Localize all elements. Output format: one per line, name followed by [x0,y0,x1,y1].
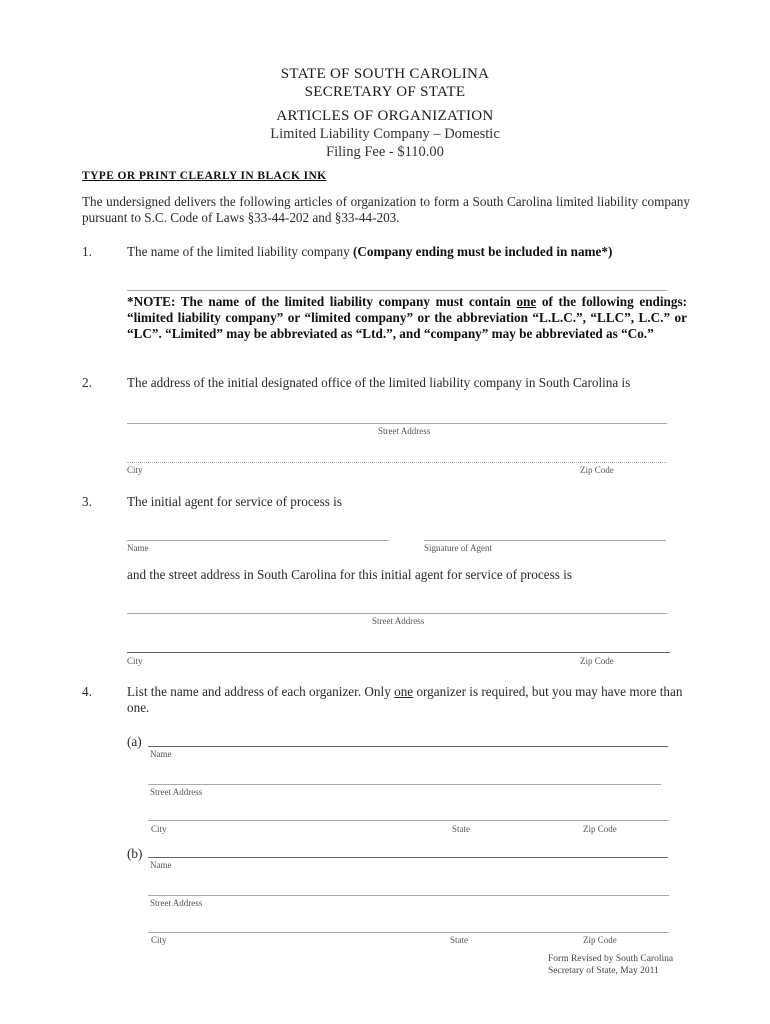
organizer-a-marker: (a) [127,734,142,749]
organizer-a-name-field[interactable] [148,746,668,747]
item-1-number: 1. [82,244,92,259]
filing-fee: Filing Fee - $110.00 [326,144,444,160]
item-4-part2: organizer is required, but you may have more than one. [127,684,683,715]
state-heading: STATE OF SOUTH CAROLINA [280,66,490,82]
office-street-label: Street Address [378,426,431,436]
item-3-text: The initial agent for service of process is [127,494,342,509]
ending-note-part1: *NOTE: The name of the limited liability company must contain [127,294,517,309]
organizer-b-name-field[interactable] [148,857,668,858]
item-3-number: 3. [82,494,92,509]
ending-note-one: one [516,294,537,309]
agent-city-zip-field[interactable] [127,652,670,653]
organizer-b-street-field[interactable] [148,895,669,896]
organizer-b-marker: (b) [127,846,143,861]
item-4-part1: List the name and address of each organizer. Only [127,684,395,699]
organizer-a-name-label: Name [150,749,172,759]
ending-note [127,294,687,342]
item-2-text: The address of the initial designated office of the limited liability company in South Carolina is [127,375,631,390]
agent-name-field[interactable] [127,540,389,541]
item-1-label: The name of the limited liability company [127,244,353,259]
organizer-a-street-field[interactable] [148,784,661,785]
item-4-number: 4. [82,684,92,699]
item-1-bold-note: (Company ending must be included in name*) [352,244,613,259]
item-1-text [127,244,687,260]
footer-line-1: Form Revised by South Carolina [548,954,674,964]
item-4-text [127,684,692,716]
intro-paragraph: The undersigned delivers the following articles of organization to form a South Carolina limited liability company pursuant to S.C. Code of Laws §33-44-202 and §33-44-203. [82,194,690,225]
organizer-a-state-label: State [452,824,470,834]
instruction-text: TYPE OR PRINT CLEARLY IN BLACK INK [82,170,327,182]
agent-signature-field[interactable] [424,540,666,541]
organizer-a-street-label: Street Address [150,787,203,797]
office-city-zip-field[interactable] [127,462,667,463]
organizer-b-name-label: Name [150,860,172,870]
organizer-a-city-field[interactable] [148,820,669,821]
office-street-field[interactable] [127,423,667,424]
office-zip-label: Zip Code [580,465,614,475]
organizer-b-street-label: Street Address [150,898,203,908]
organizer-b-city-label: City [151,935,167,945]
item-2-number: 2. [82,375,92,390]
organizer-b-zip-label: Zip Code [583,935,617,945]
company-name-field[interactable] [127,290,667,291]
form-subtitle: Limited Liability Company – Domestic [270,126,500,142]
agent-street-field[interactable] [127,613,667,614]
organizer-a-city-label: City [151,824,167,834]
agent-name-label: Name [127,543,149,553]
ending-note-part2: of the following endings: “limited liability company” or “limited company” or the abbreviation “L.L.C.”, “LLC”, L.C.” or “LC”. “Limited” may be abbreviated as “Ltd.”, and “company” may be abbreviated as “Co.” [127,294,687,341]
form-title: ARTICLES OF ORGANIZATION [276,108,494,124]
item-4-one: one [394,684,414,699]
organizer-b-state-label: State [450,935,468,945]
office-city-label: City [127,465,143,475]
footer-line-2: Secretary of State, May 2011 [548,966,659,976]
agent-zip-label: Zip Code [580,656,614,666]
agent-city-label: City [127,656,143,666]
organizer-b-city-field[interactable] [148,932,669,933]
agent-signature-label: Signature of Agent [424,543,492,553]
office-heading: SECRETARY OF STATE [304,84,466,100]
organizer-a-zip-label: Zip Code [583,824,617,834]
agent-address-text: and the street address in South Carolina for this initial agent for service of process is [127,567,572,582]
agent-street-label: Street Address [372,616,425,626]
